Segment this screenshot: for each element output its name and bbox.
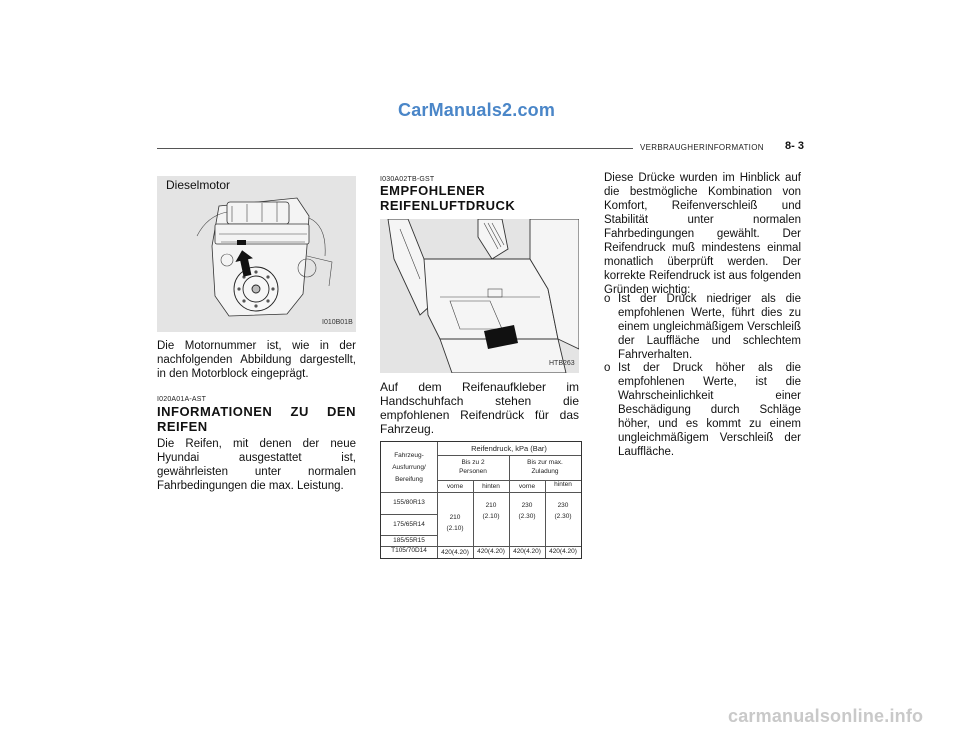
list-bullet: o: [604, 293, 611, 305]
table-pressure: 230 (2.30): [518, 502, 536, 520]
table-pressure: 210 (2.10): [446, 514, 464, 532]
tires-text: Die Reifen, mit denen der neue Hyundai ausgestattet ist, gewährleisten unter normalen Fahrbedingungen die max. Leistung.: [157, 438, 356, 492]
table-divider: [381, 492, 581, 493]
table-spare-pressure: 420(4.20): [549, 548, 577, 555]
table-pressure: 210 (2.10): [482, 502, 500, 520]
engine-drawing: [157, 176, 356, 332]
section-title-tires: INFORMATIONEN ZU DEN REIFEN: [157, 404, 356, 434]
table-spare-pressure: 420(4.20): [477, 548, 505, 555]
table-subheader: vorne: [518, 483, 536, 490]
header-rule: [157, 148, 633, 149]
table-subheader: hinten: [482, 483, 500, 490]
table-divider: [381, 514, 437, 515]
site-watermark: CarManuals2.com: [398, 100, 556, 120]
placard-text: Auf dem Reifenaufkleber im Handschuhfach stehen die empfohlenen Reifendrück für das Fahrzeug.: [380, 380, 579, 436]
table-pressure: 230 (2.30): [554, 502, 572, 520]
page-number: 8- 3: [785, 140, 804, 152]
section-title-pressure: EMPFOHLENER REIFENLUFTDRUCK: [380, 183, 516, 213]
section-code-tires: I020A01A-AST: [157, 396, 207, 403]
engine-number-text: Die Motornummer ist, wie in der nachfolgenden Abbildung dargestellt, in den Motorblock eingeprägt.: [157, 340, 356, 380]
glovebox-illustration: [380, 219, 579, 373]
table-main-header: Reifendruck, kPa (Bar): [471, 444, 547, 453]
table-group-normal-load: Bis zu 2 Personen: [459, 459, 487, 475]
footer-watermark: carmanualsonline.info: [728, 706, 924, 726]
list-bullet: o: [604, 362, 611, 374]
engine-figure-label: Dieselmotor: [166, 178, 231, 192]
table-spare-pressure: 420(4.20): [441, 549, 469, 556]
section-code-pressure: I030A02TB-GST: [380, 176, 435, 183]
pressure-reasons-text: Diese Drücke wurden im Hinblick auf die bestmögliche Kombination von Komfort, Reifenverschleiß und Stabilität unter normalen Fahrbedingungen gewählt. Der Reifendruck muß mindestens einmal monatlich überprüft werden. Der korrekte Reifendruck ist aus folgenden Gründen wichtig:: [604, 172, 801, 296]
table-tire-size: 185/55R15: [393, 537, 425, 544]
table-col-vehicle-header: Fahrzeug- Ausfurrung/ Bereifung: [392, 452, 426, 483]
table-subheader: vorne: [446, 483, 464, 490]
table-spare-pressure: 420(4.20): [513, 548, 541, 555]
table-spare-tire: T105/70D14: [391, 547, 427, 554]
table-tire-size: 175/65R14: [393, 521, 425, 528]
list-item-low-pressure: Ist der Druck niedriger als die empfohlenen Werte, führt dies zu einem ungleichmäßigem Verschleiß der Lauffläche und schlechtem Fahrverhalten.: [618, 293, 801, 361]
table-tire-size: 155/80R13: [393, 499, 425, 506]
table-subheader: hinten: [554, 481, 572, 488]
glovebox-drawing: [380, 219, 579, 373]
glovebox-figure-code: HTB263: [549, 360, 575, 367]
running-head: VERBRAUGHERINFORMATION: [640, 143, 764, 152]
engine-illustration: [157, 176, 356, 332]
table-group-max-load: Bis zur max. Zuladung: [527, 459, 563, 475]
list-item-high-pressure: Ist der Druck höher als die empfohlenen Werte, ist die Wahrscheinlichkeit einer Beschädigung durch Schläge höher, und es kommt zu einem ungleichmäßigem Verschleiß der Lauffläche.: [618, 362, 801, 458]
engine-figure-code: I010B01B: [322, 319, 353, 326]
tire-pressure-table: [380, 441, 582, 559]
